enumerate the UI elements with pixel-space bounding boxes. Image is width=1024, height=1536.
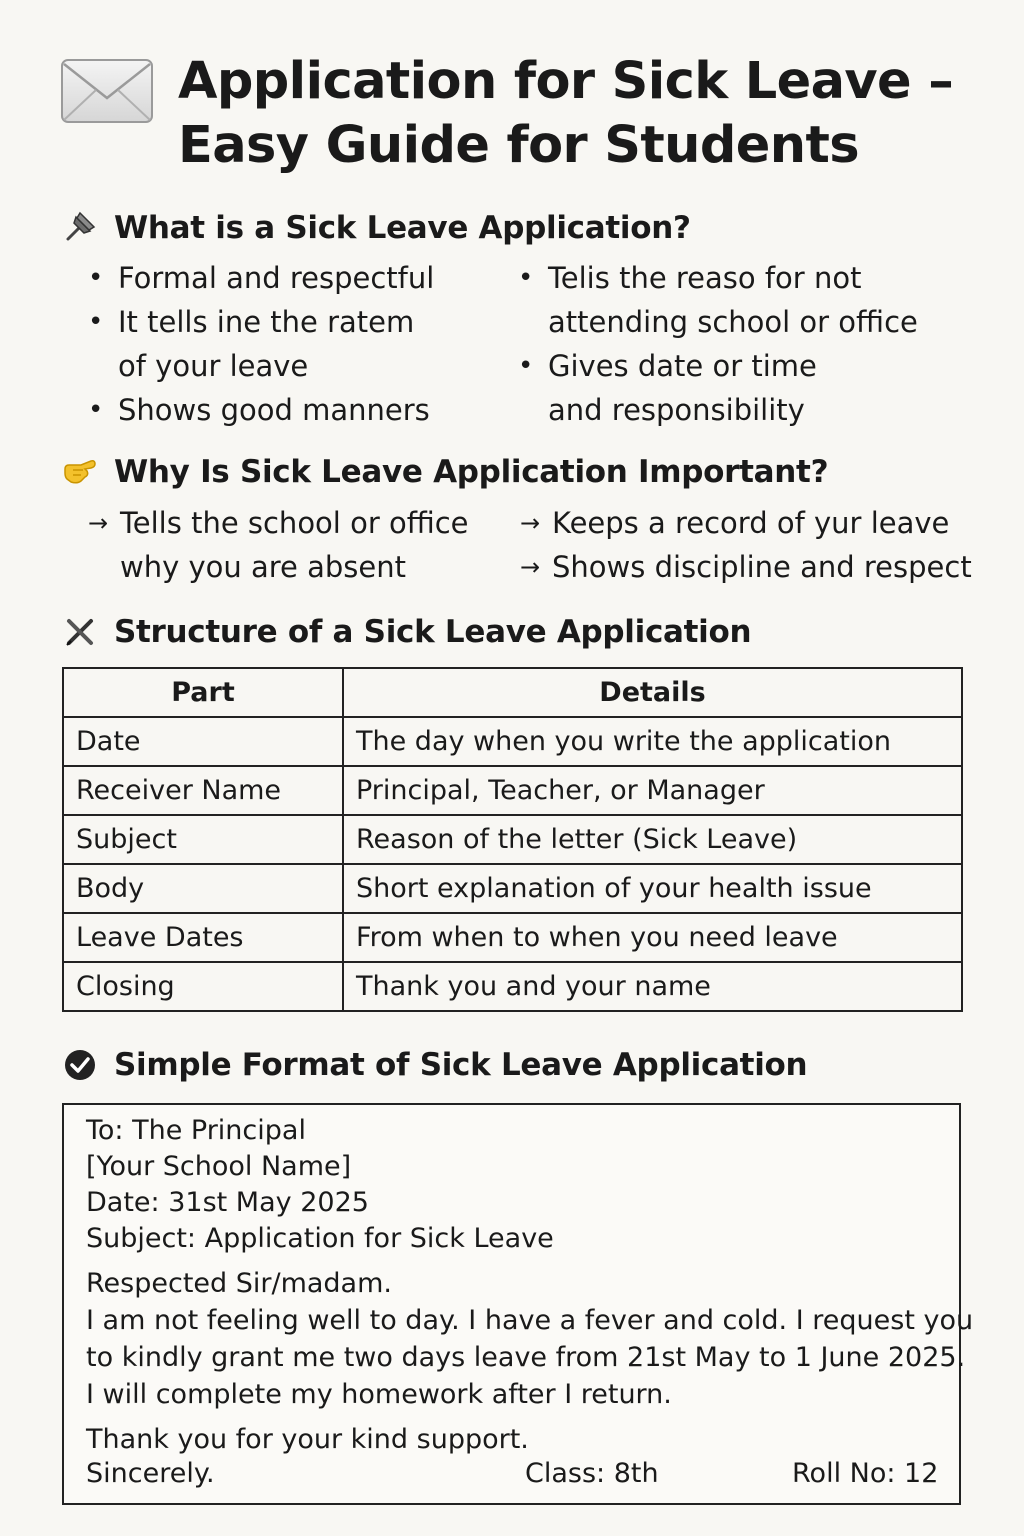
- why-heading: Why Is Sick Leave Application Important?: [114, 454, 829, 490]
- column-header: Part: [63, 668, 343, 717]
- letter-body-line: I will complete my homework after I return.: [86, 1379, 672, 1410]
- table-cell: From when to when you need leave: [343, 913, 962, 962]
- what-list-right: [518, 256, 918, 432]
- format-heading: Simple Format of Sick Leave Application: [114, 1047, 808, 1083]
- why-list-right: [520, 501, 972, 589]
- why-list-left: [88, 501, 469, 589]
- what-section-heading: [60, 208, 691, 248]
- list-item: • It tells ine the ratem of your leave: [88, 300, 434, 388]
- column-header: Details: [343, 668, 962, 717]
- table-cell: Closing: [63, 962, 343, 1011]
- table-row: [63, 962, 962, 1011]
- letter-body-line: to kindly grant me two days leave from 21st May to 1 June 2025.: [86, 1342, 966, 1373]
- table-cell: Short explanation of your health issue: [343, 864, 962, 913]
- letter-format-box: [62, 1103, 974, 1505]
- letter-body-line: I am not feeling well to day. I have a fever and cold. I request you: [86, 1305, 974, 1336]
- table-cell: Body: [63, 864, 343, 913]
- title-block: [60, 50, 980, 180]
- letter-school: [Your School Name]: [86, 1151, 352, 1182]
- letter-date: Date: 31st May 2025: [86, 1187, 369, 1218]
- letter-salutation: Respected Sir/madam.: [86, 1268, 392, 1299]
- letter-sincerely: Sincerely.: [86, 1458, 215, 1489]
- what-list-left: [88, 256, 434, 432]
- list-item: → Tells the school or office why you are absent: [88, 501, 469, 589]
- letter-to: To: The Principal: [86, 1115, 306, 1146]
- pointing-hand-icon: [60, 452, 100, 492]
- table-cell: Thank you and your name: [343, 962, 962, 1011]
- letter-roll: Roll No: 12: [792, 1458, 939, 1489]
- table-row: [63, 864, 962, 913]
- page-title: [178, 50, 978, 178]
- pushpin-icon: [60, 208, 100, 248]
- structure-section-heading: [60, 612, 751, 652]
- format-section-heading: [60, 1045, 807, 1085]
- table-header-row: [63, 668, 962, 717]
- why-section-heading: [60, 452, 828, 492]
- title-line-2: Easy Guide for Students: [178, 116, 860, 175]
- table-cell: Subject: [63, 815, 343, 864]
- letter-class: Class: 8th: [525, 1458, 659, 1489]
- list-item: • Formal and respectful: [88, 256, 434, 300]
- list-item: • Shows good manners: [88, 388, 434, 432]
- table-cell: Receiver Name: [63, 766, 343, 815]
- list-item: → Keeps a record of yur leave: [520, 501, 972, 545]
- list-item: → Shows discipline and respect: [520, 545, 972, 589]
- structure-heading: Structure of a Sick Leave Application: [114, 614, 752, 650]
- pencil-ruler-icon: [60, 612, 100, 652]
- table-row: [63, 913, 962, 962]
- table-cell: The day when you write the application: [343, 717, 962, 766]
- letter-subject: Subject: Application for Sick Leave: [86, 1223, 554, 1254]
- check-circle-icon: [60, 1045, 100, 1085]
- table-cell: Reason of the letter (Sick Leave): [343, 815, 962, 864]
- table-row: [63, 815, 962, 864]
- structure-table: [62, 667, 963, 1012]
- table-cell: Principal, Teacher, or Manager: [343, 766, 962, 815]
- letter-thanks: Thank you for your kind support.: [86, 1424, 529, 1455]
- table-row: [63, 766, 962, 815]
- table-cell: Date: [63, 717, 343, 766]
- letter-content: [86, 1113, 974, 1458]
- envelope-icon: [60, 58, 154, 124]
- title-line-1: Application for Sick Leave –: [178, 52, 954, 111]
- table-cell: Leave Dates: [63, 913, 343, 962]
- what-heading: What is a Sick Leave Application?: [114, 210, 691, 246]
- table-row: [63, 717, 962, 766]
- list-item: • Gives date or time and responsibility: [518, 344, 918, 432]
- list-item: • Telis the reaso for not attending school or office: [518, 256, 918, 344]
